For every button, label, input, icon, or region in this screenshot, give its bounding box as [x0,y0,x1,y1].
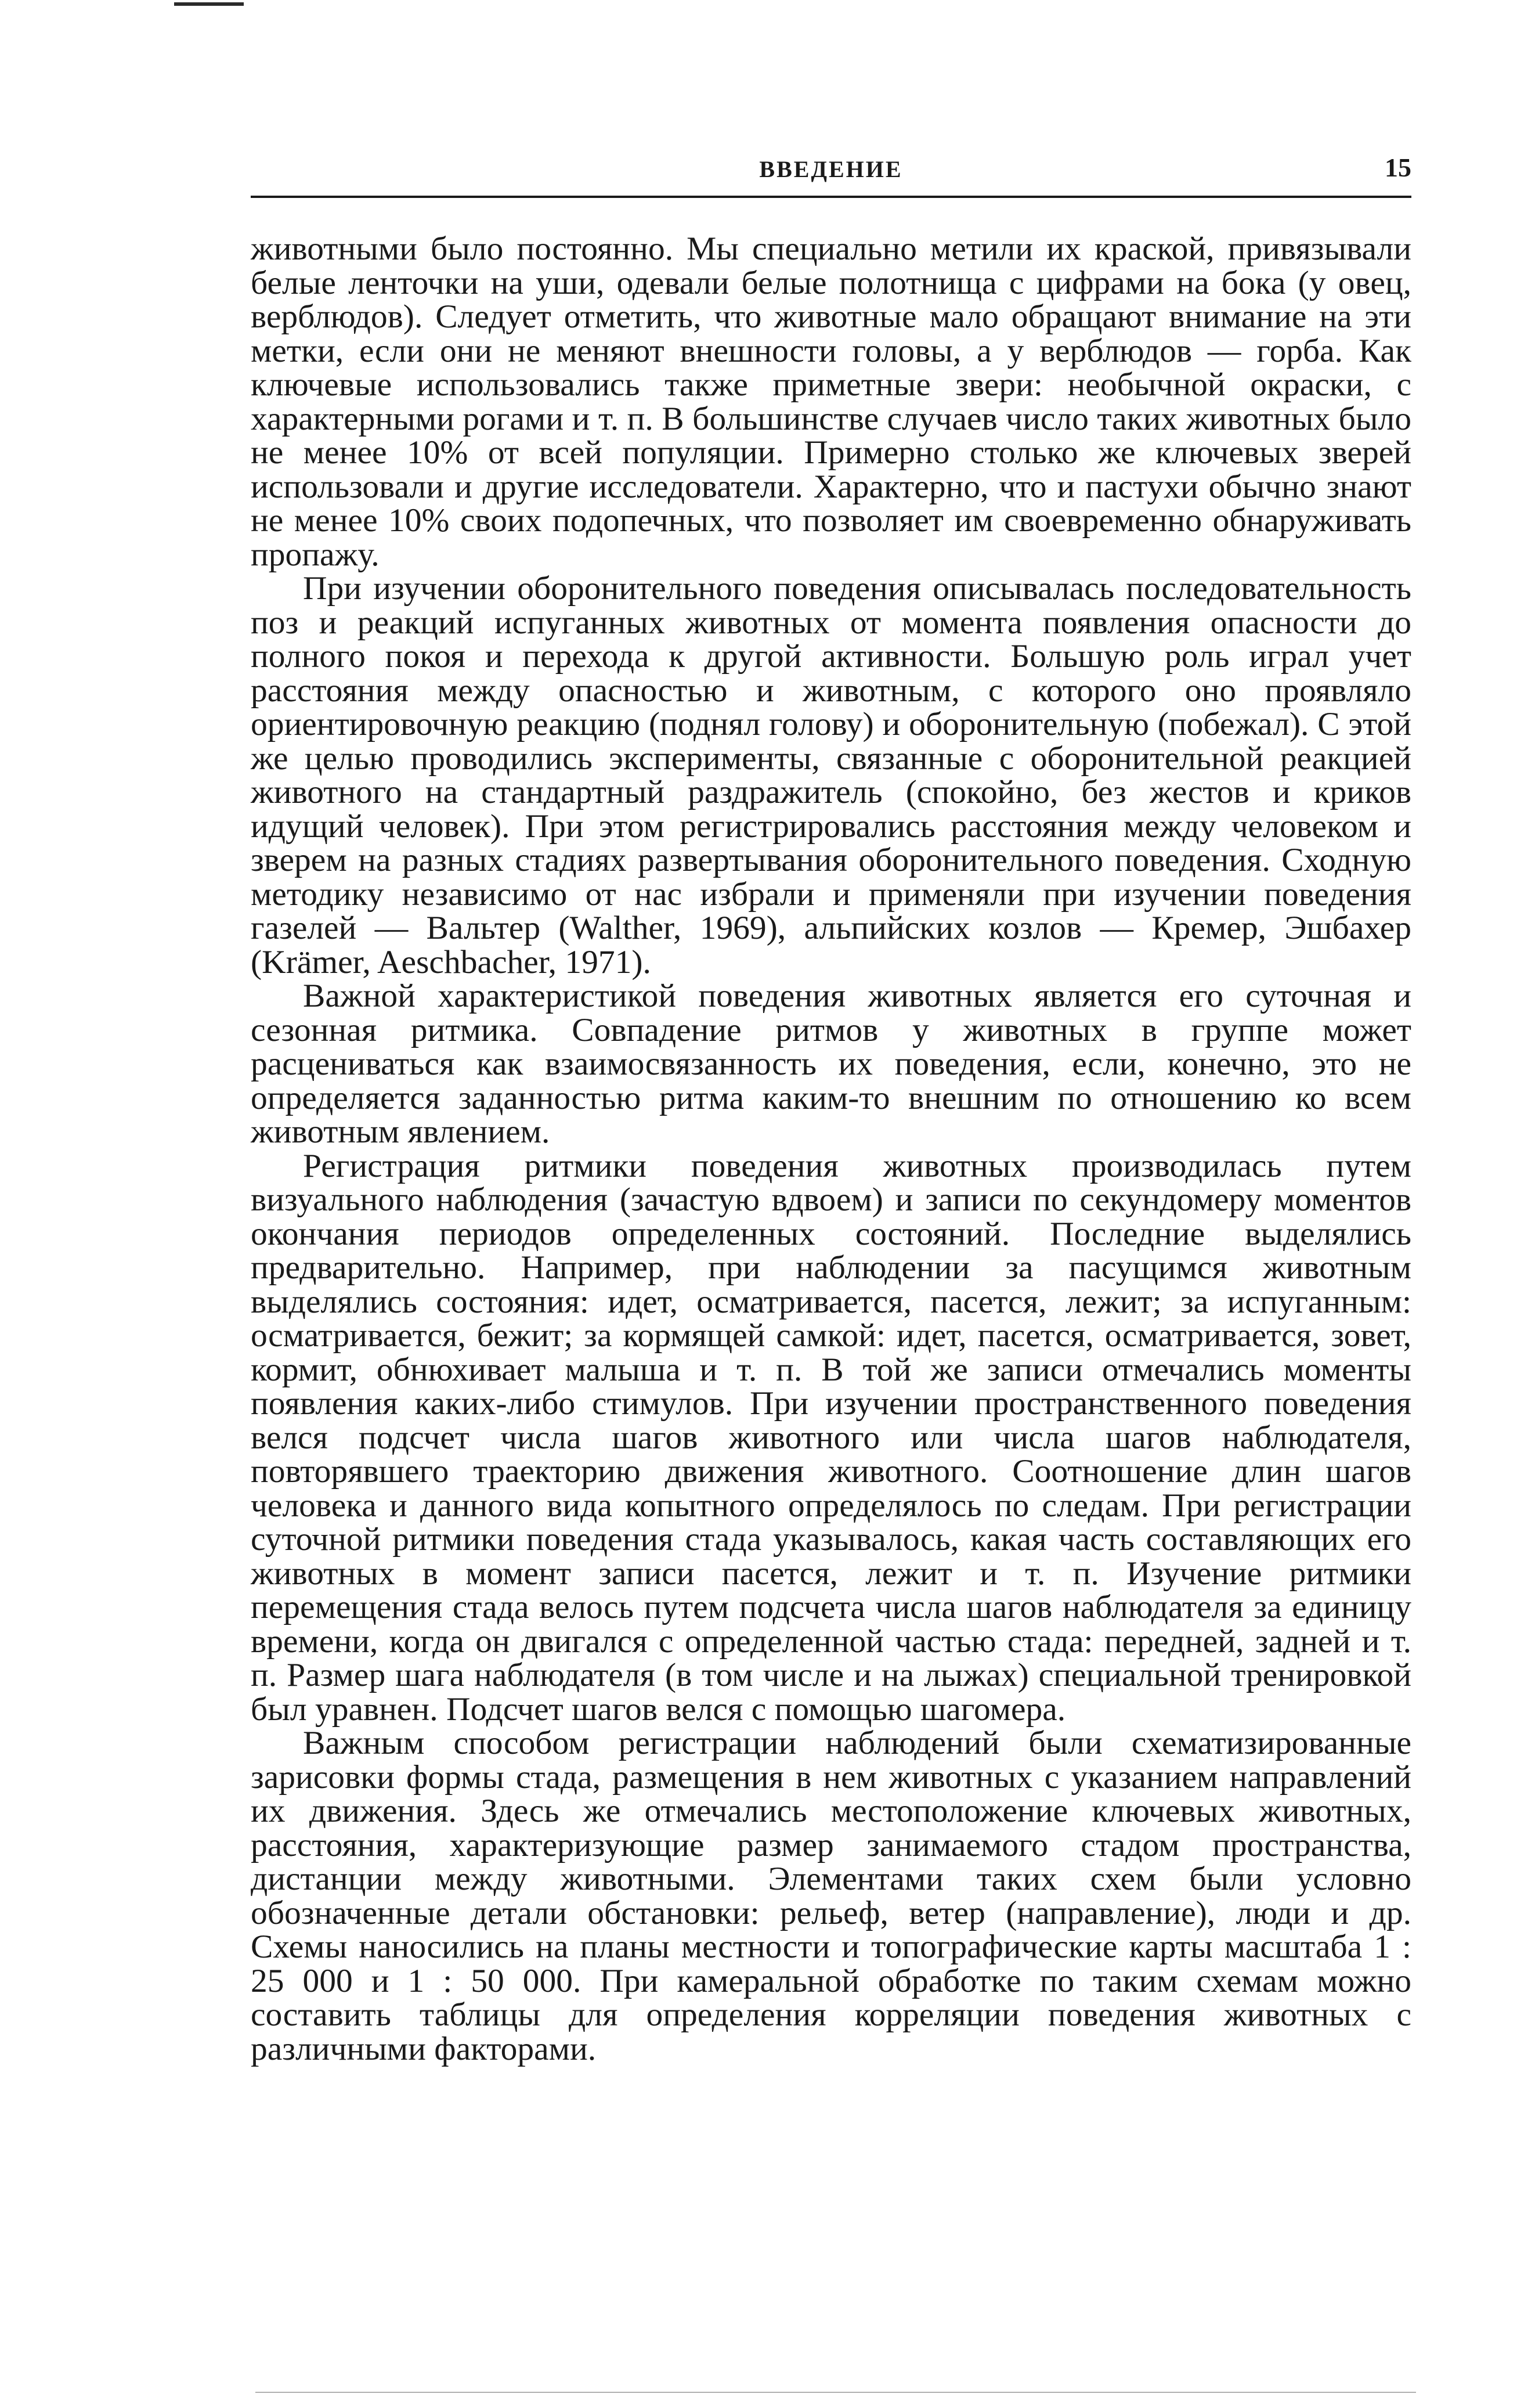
scan-corner-mark [174,2,244,6]
page-number: 15 [1385,153,1411,182]
running-title: ВВЕДЕНИЕ [759,156,903,182]
paragraph-rhythm-registration: Регистрация ритмики поведения животных производилась путем визуального наблюдения (зачастую вдвоем) и записи по секундомеру моментов окончания периодов определенных состояний. Последние выделялись предварительно. Например, при наблюдении за пасущимся животным выделялись состояния: идет, осматривается, пасется, лежит; за испуганным: осматривается, бежит; за кормящей самкой: идет, пасется, осматривается, зовет, кормит, обнюхивает малыша и т. п. В той же записи отмечались моменты появления каких-либо стимулов. При изучении пространственного поведения велся подсчет числа шагов животного или числа шагов наблюдателя, повторявшего траекторию движения животного. Соотношение длин шагов человека и данного вида копытного определялось по следам. При регистрации суточной ритмики поведения стада указывалось, какая часть составляющих его животных в момент записи пасется, лежит и т. п. Изучение ритмики перемещения стада велось путем подсчета числа шагов наблюдателя за единицу времени, когда он двигался с определенной частью стада: передней, задней и т. п. Размер шага наблюдателя (в том числе и на лыжах) специальной тренировкой был уравнен. Подсчет шагов велся с помощью шагомера. [251,1147,1411,1728]
paragraph-continued: животными было постоянно. Мы специально метили их краской, привязывали белые ленточки на уши, одевали белые полотнища с цифрами на бока (у овец, верблюдов). Следует отметить, что животные мало обращают внимание на эти метки, если они не меняют внешности головы, а у верблюдов — горба. Как ключевые использовались также приметные звери: необычной окраски, с характерными рогами и т. п. В большинстве случаев число таких животных было не менее 10% от всей популяции. Примерно столько же ключевых зверей использовали и другие исследователи. Характерно, что и пастухи обычно знают не менее 10% своих подопечных, что позволяет им своевременно обнаруживать пропажу. [251,230,1411,573]
bottom-rule [255,2392,1416,2393]
page-header [251,152,1411,197]
header-rule [251,196,1411,198]
paragraph-defensive-behavior: При изучении оборонительного поведения описывалась последовательность поз и реакций испуганных животных от момента появления опасности до полного покоя и перехода к другой активности. Большую роль играл учет расстояния между опасностью и животным, с которого оно проявляло ориентировочную реакцию (поднял голову) и оборонительную (побежал). С этой же целью проводились эксперименты, связанные с оборонительной реакцией животного на стандартный раздражитель (спокойно, без жестов и криков идущий человек). При этом регистрировались расстояния между человеком и зверем на разных стадиях развертывания оборонительного поведения. Сходную методику независимо от нас избрали и применяли при изучении поведения газелей — Вальтер (Walther, 1969), альпийских козлов — Кремер, Эшбахер (Krämer, Aeschbacher, 1971). [251,570,1411,980]
paragraph-rhythm: Важной характеристикой поведения животных является его суточная и сезонная ритмика. Совпадение ритмов у животных в группе может расцениваться как взаимосвязанность их поведения, если, конечно, это не определяется заданностью ритма каким-то внешним по отношению ко всем животным явлением. [251,978,1411,1150]
paragraph-schematic-sketches: Важным способом регистрации наблюдений были схематизированные зарисовки формы стада, размещения в нем животных с указанием направлений их движения. Здесь же отмечались местоположение ключевых животных, расстояния, характеризующие размер занимаемого стадом пространства, дистанции между животными. Элементами таких схем были условно обозначенные детали обстановки: рельеф, ветер (направление), люди и др. Схемы наносились на планы местности и топографические карты масштаба 1 : 25 000 и 1 : 50 000. При камеральной обработке по таким схемам можно составить таблицы для определения корреляции поведения животных с различными факторами. [251,1725,1411,2067]
body-text [251,232,1411,2066]
